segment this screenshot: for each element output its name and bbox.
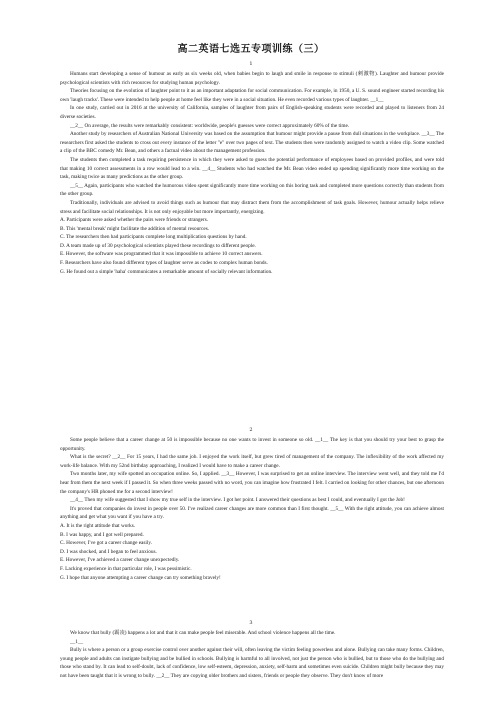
s1-paragraph: The students then completed a task requiring persistence in which they were asked to guess the potential performance of employees based on provided profiles, and were told that making 10 correct assessments in a row would lead to a win. __4__ Students who had watched the Mr. Bean video ended up spending significantly more time working on the task, making twice as many predictions as the other group. (60, 156, 444, 181)
s2-option: E. However, I've achieved a career change unexpectedly. (60, 557, 180, 564)
section-2-body (60, 436, 444, 582)
s2-paragraph: Two months later, my wife spotted an occupation online. So, I applied. __3__ However, I was surprised to get an online interview. The interview went well, and they told me I'd hear from them the next week if I passed it. So when three weeks passed with no word, you can imagine how frustrated I felt. I carried on looking for other chances, but one afternoon the company's HR phoned me for a second interview! (60, 471, 444, 495)
s2-paragraph: Some people believe that a career change at 50 is impossible because no one wants to invest in someone so old. __1__ The key is that you should try your best to grasp the opportunity. (60, 437, 444, 452)
s2-paragraph: What is the secret? __2__ For 15 years, I had the same job. I enjoyed the work itself, but grew tired of management of the company. The inflexibility of the work affected my work-life balance. With my 52nd birthday approaching, I realized I would have to make a career change. (60, 454, 444, 469)
s1-option: E. However, the software was programmed that it was impossible to achieve 10 correct answers. (60, 251, 263, 258)
s2-option: B. I was happy, and I got well prepared. (60, 531, 144, 538)
section-3-body (60, 629, 444, 681)
s1-paragraph: Another study by researchers of Australian National University was based on the assumption that humour might provide a pause from dull situations in the workplace. __3__ The researchers first asked the students to cross out every instance of the letter "e" over two pages of text. The students then were randomly assigned to watch a video clip. Some watched a clip of the BBC comedy Mr. Bean, and others a factual video about the management profession. (60, 131, 444, 155)
section-3-number: 3 (249, 620, 253, 626)
s1-option: B. This 'mental break' might facilitate the addition of mental resources. (60, 225, 210, 232)
s2-option: D. I was shocked, and I began to feel anxious. (60, 548, 157, 555)
page-title: 高二英语七选五专项训练（三） (177, 44, 325, 55)
s1-option: G. He found out a simple 'haha' communicates a remarkable amount of socially relevant information. (60, 268, 273, 275)
s1-paragraph: Theories focusing on the evolution of laughter point to it as an important adaptation for social communication. For example, in 1950, a U. S. sound engineer started recording his own 'laugh tracks'. These were intended to help people at home feel like they were in a social situation. He even recorded various types of laughter. __1__ (60, 88, 444, 103)
s1-paragraph: Traditionally, individuals are advised to avoid things such as humour that may distract them from the accomplishment of task goals. However, humour actually helps relieve stress and facilitate social relationships. It is not only enjoyable but more importantly, energizing. (60, 199, 444, 215)
s3-paragraph: __1__ (70, 638, 84, 645)
s3-paragraph: We know that bully (霸凌) happens a lot and that it can make people feel miserable. And school violence happens all the time. (70, 630, 336, 636)
s1-option: A. Participants were asked whether the pairs were friends or strangers. (60, 217, 209, 224)
s1-paragraph: __5__ Again, participants who watched the humorous video spent significantly more time working on this boring task and completed more questions correctly than students from the other group. (60, 182, 444, 198)
s3-paragraph: Bully is where a person or a group exercise control over another against their will, often leaving the victim feeling powerless and alone. Bullying can take many forms. Children, young people and adults can instigate bullying and be bullied in schools. Bullying is harmful to all involved, not just the person who is bullied, but to those who do the bullying and those who stand by. It can lead to self-doubt, lack of confidence, low self-esteem, depression, anxiety, self-harm and sometimes even suicide. Children might bully because they may not have been taught that it is wrong to bully. __2__ They are copying older brothers and sisters, friends or people they observe. They don't know of more (60, 647, 444, 679)
s1-paragraph: Humans start developing a sense of humour as early as six weeks old, when babies begin to laugh and smile in response to stimuli (刺激物). Laughter and humour provide psychological scientists with rich resources for studying human psychology. (60, 71, 444, 86)
s2-option: A. It is the right attitude that works. (60, 522, 136, 529)
s2-paragraph: __4__ Then my wife suggested that I show my true self in the interview. I got her point. I answered their questions as best I could, and eventually I got the Job! (70, 497, 405, 504)
s1-option: F. Researchers have also found different types of laughter serve as codes to complex human bonds. (60, 260, 268, 267)
s2-option: F. Lacking experience in that particular role, I was pessimistic. (60, 565, 192, 572)
section-2-number: 2 (249, 427, 253, 433)
s1-option: D. A team made up of 30 psychological scientists played these recordings to different people. (60, 242, 256, 249)
section-1-body (60, 70, 444, 276)
s2-option: C. However, I've got a career change easily. (60, 540, 152, 547)
s1-paragraph: __2__ On average, the results were remarkably consistent: worldwide, people's guesses were correct approximately 60% of the time. (70, 122, 350, 129)
s2-paragraph: It's proved that companies do invest in people over 50. I've realized career changes are more common than I first thought. __5__ With the right attitude, you can achieve almost anything and get what you want if you have a try. (60, 505, 444, 521)
s1-option: C. The researchers then had participants complete long multiplication questions by hand. (60, 234, 247, 241)
s2-option: G. I hope that anyone attempting a career change can try something bravely! (60, 574, 221, 581)
section-1-number: 1 (249, 61, 253, 67)
s1-paragraph: In one study, carried out in 2016 at the university of California, samples of laughter from pairs of English-speaking students were recorded and played to listeners from 24 diverse societies. (60, 105, 444, 120)
